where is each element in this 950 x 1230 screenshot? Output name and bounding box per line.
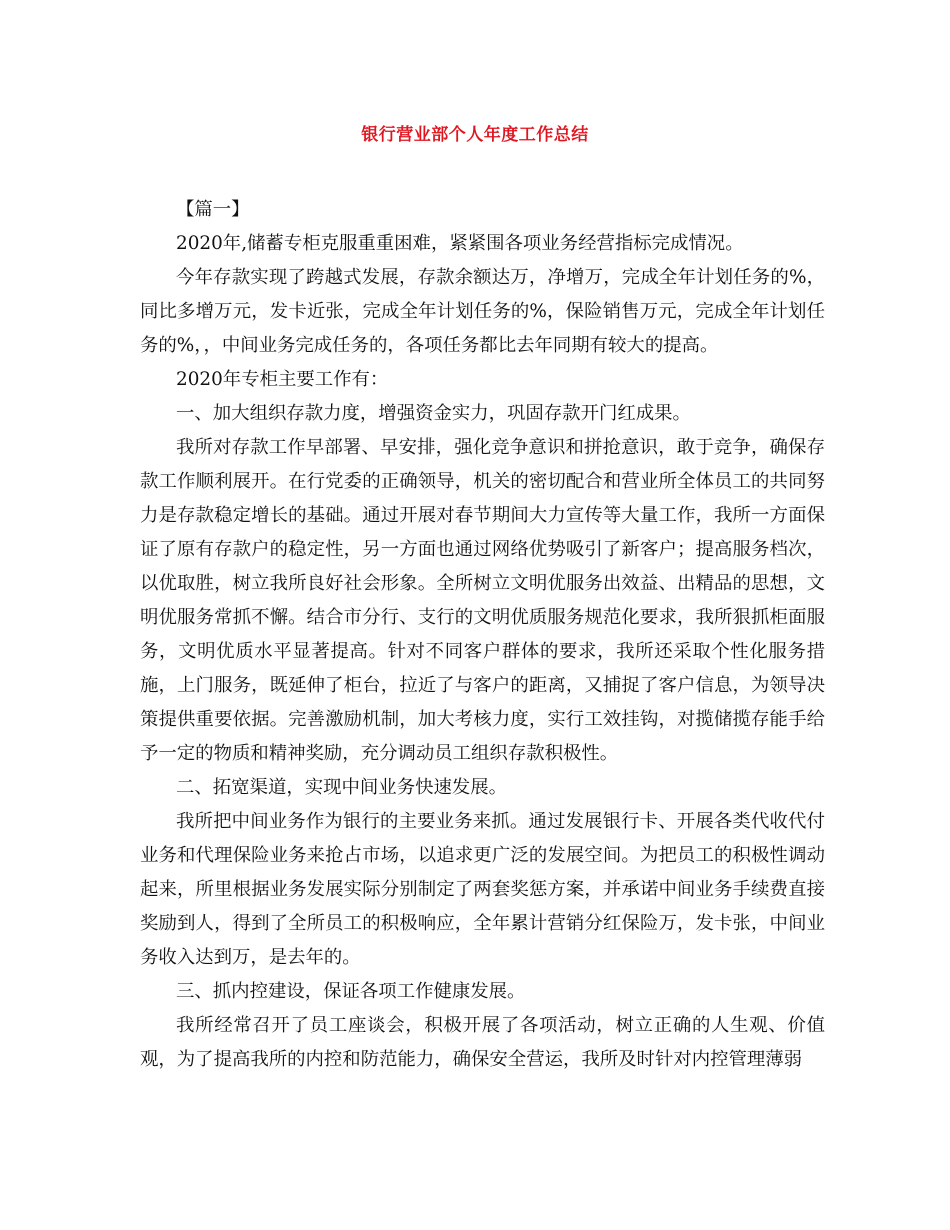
paragraph: 我所把中间业务作为银行的主要业务来抓。通过发展银行卡、开展各类代收代付业务和代理保险业务来抢占市场，以追求更广泛的发展空间。为把员工的积极性调动起来，所里根据业务发展实际分别制定了两套奖惩方案，并承诺中间业务手续费直接奖励到人，得到了全所员工的积极响应，全年累计营销分红保险万，发卡张，中间业务收入达到万，是去年的。 [140, 811, 825, 968]
document-body [140, 193, 825, 1077]
section-heading: 一、加大组织存款力度，增强资金实力，巩固存款开门红成果。 [176, 403, 691, 424]
section-heading: 二、拓宽渠道，实现中间业务快速发展。 [176, 777, 508, 798]
paragraph: 2020年,储蓄专柜克服重重困难，紧紧围各项业务经营指标完成情况。 [176, 233, 744, 254]
section-heading-pian-yi: 【篇一】 [176, 199, 250, 220]
section-heading: 三、抓内控建设，保证各项工作健康发展。 [176, 981, 526, 1002]
document-title: 银行营业部个人年度工作总结 [361, 125, 589, 145]
paragraph: 我所对存款工作早部署、早安排，强化竞争意识和拼抢意识，敢于竞争，确保存款工作顺利展开。在行党委的正确领导，机关的密切配合和营业所全体员工的共同努力是存款稳定增长的基础。通过开展对春节期间大力宣传等大量工作，我所一方面保证了原有存款户的稳定性，另一方面也通过网络优势吸引了新客户；提高服务档次，以优取胜，树立我所良好社会形象。全所树立文明优服务出效益、出精品的思想，文明优服务常抓不懈。结合市分行、支行的文明优质服务规范化要求，我所狠抓柜面服务，文明优质水平显著提高。针对不同客户群体的要求，我所还采取个性化服务措施，上门服务，既延伸了柜台，拉近了与客户的距离，又捕捉了客户信息，为领导决策提供重要依据。完善激励机制，加大考核力度，实行工效挂钩，对揽储揽存能手给予一定的物质和精神奖励，充分调动员工组织存款积极性。 [140, 437, 825, 764]
paragraph: 我所经常召开了员工座谈会，积极开展了各项活动，树立正确的人生观、价值观，为了提高我所的内控和防范能力，确保安全营运，我所及时针对内控管理薄弱 [140, 1015, 825, 1070]
paragraph: 2020年专柜主要工作有： [176, 369, 389, 390]
paragraph: 今年存款实现了跨越式发展，存款余额达万，净增万，完成全年计划任务的%，同比多增万元，发卡近张，完成全年计划任务的%，保险销售万元，完成全年计划任务的%，，中间业务完成任务的，各项任务都比去年同期有较大的提高。 [140, 267, 825, 356]
